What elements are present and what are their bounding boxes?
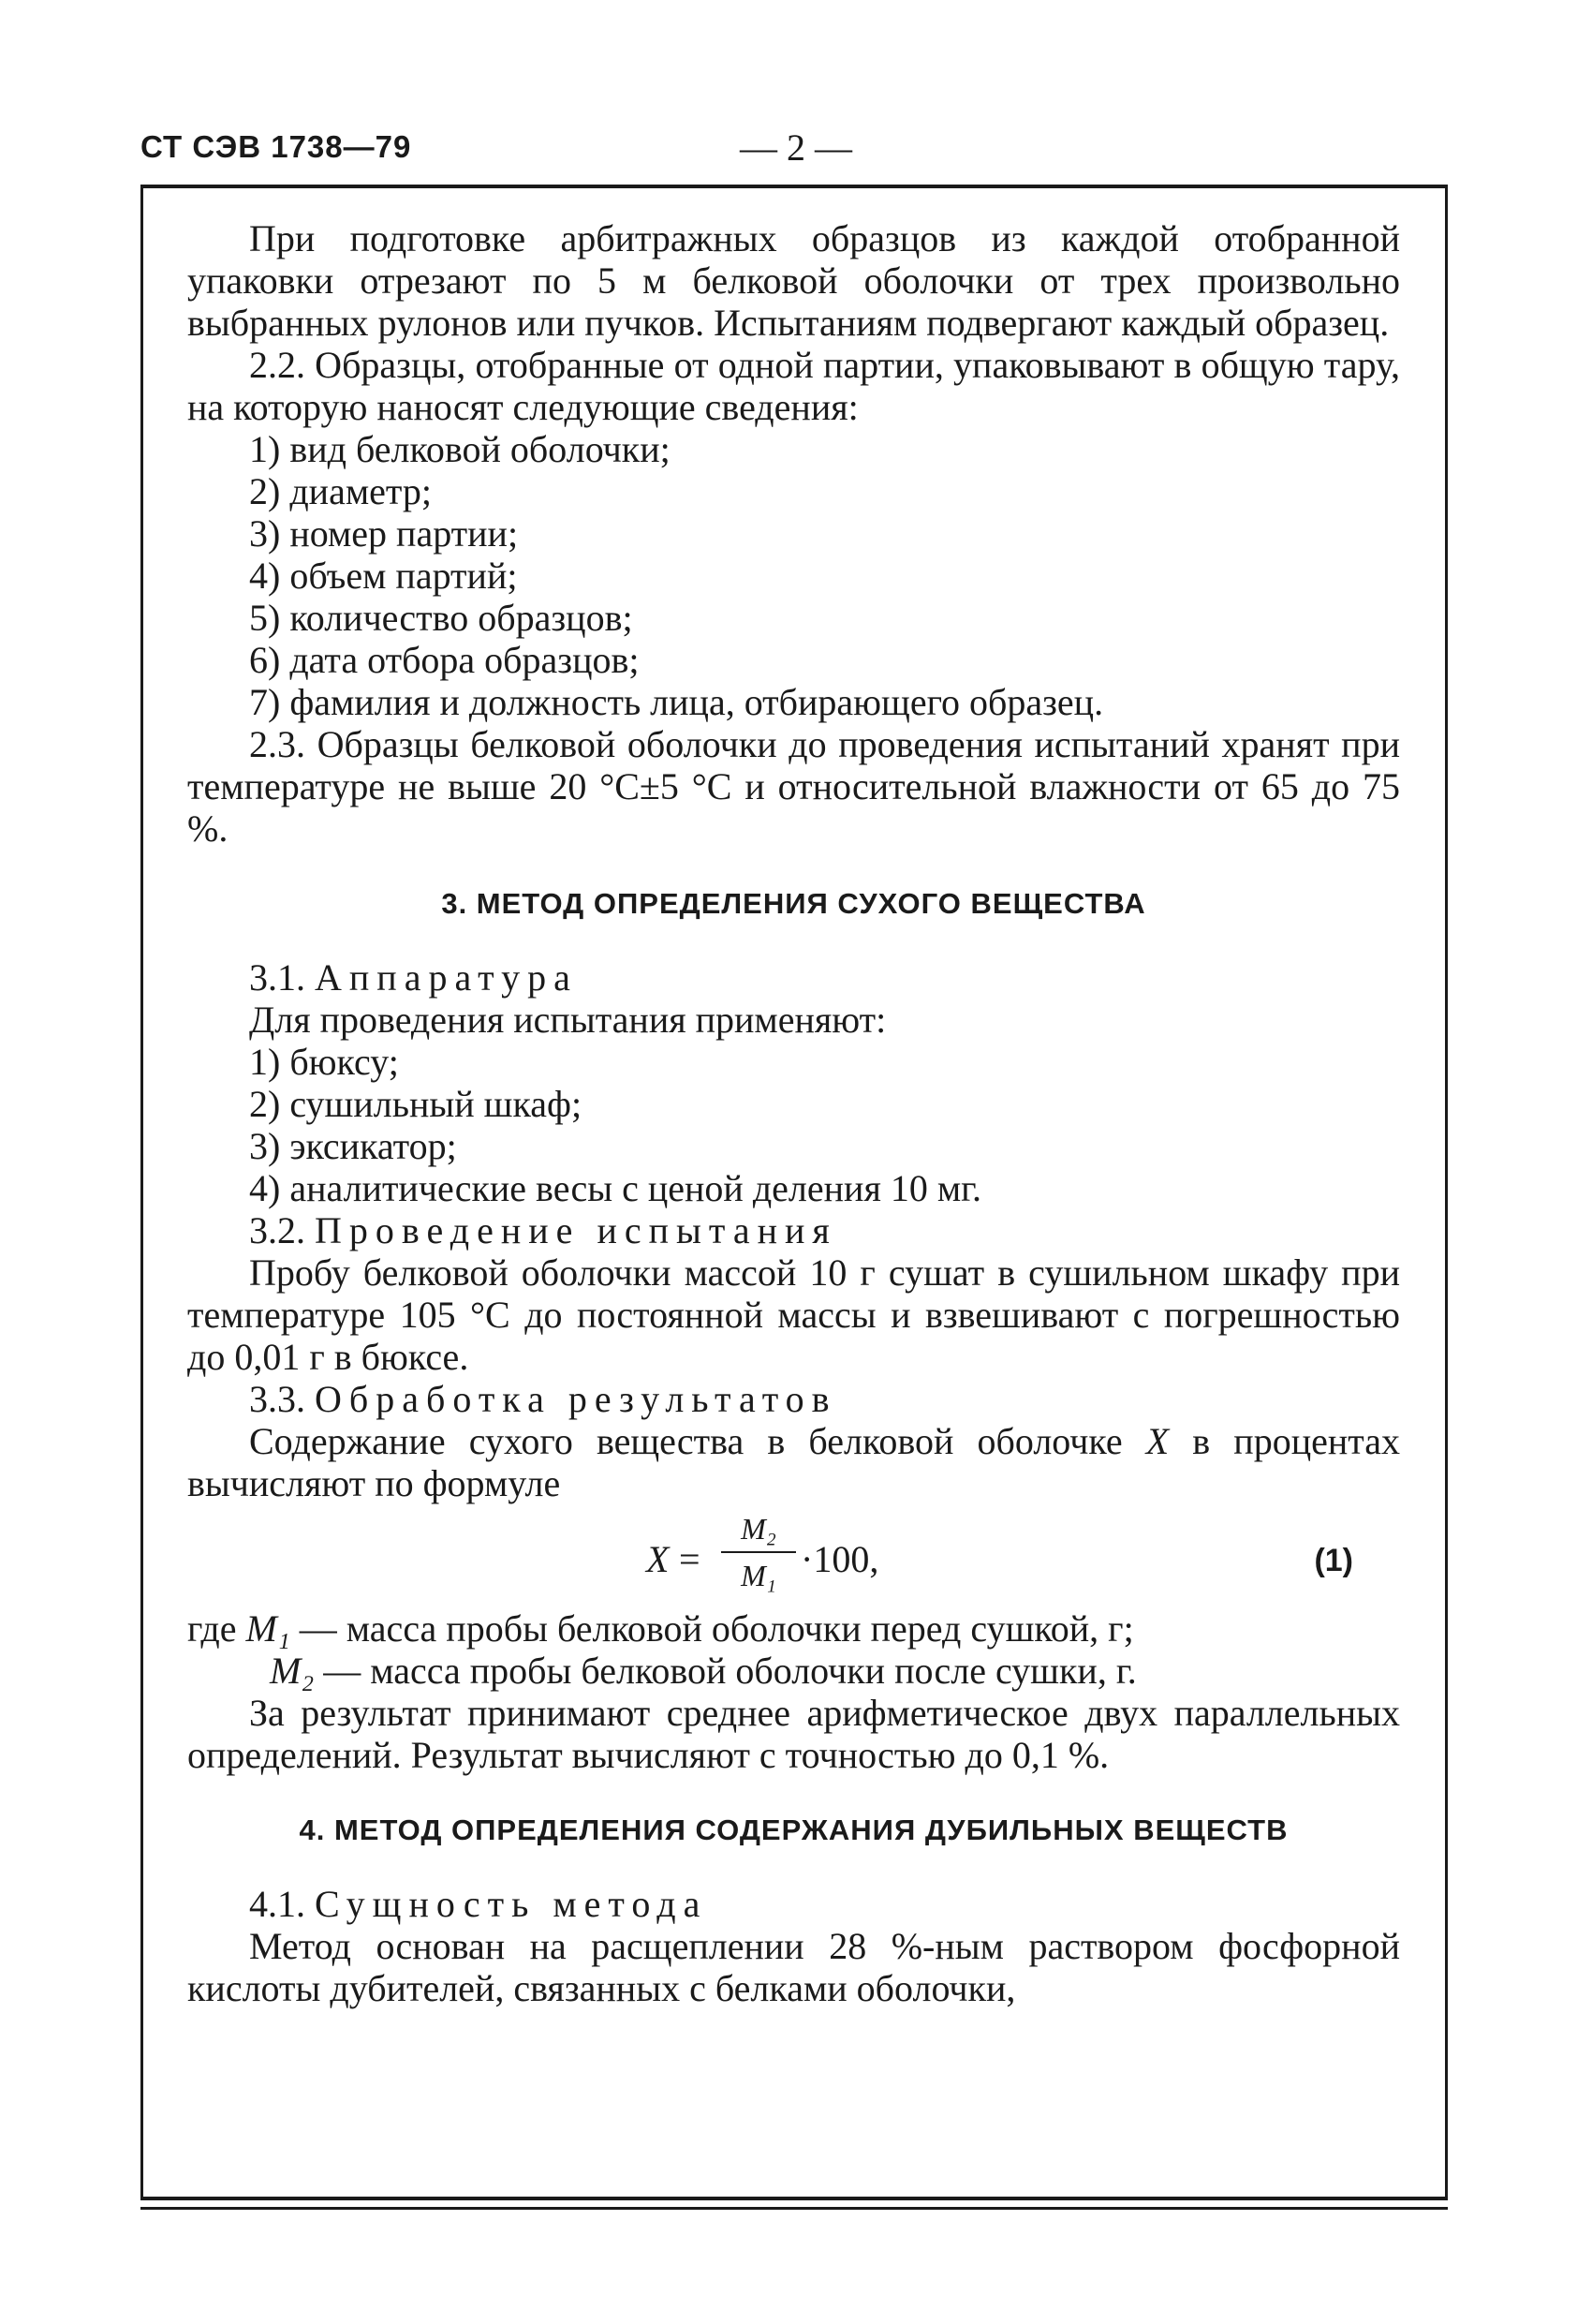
list-item: 6) дата отбора образцов; <box>249 639 640 681</box>
subheading-title: Обработка результатов <box>315 1378 837 1420</box>
formula-numerator: M₂ <box>741 1512 776 1546</box>
subheading-number: 3.2. <box>249 1209 305 1251</box>
fraction-bar <box>721 1551 796 1553</box>
page-header <box>140 126 1452 176</box>
list-item: 3) эксикатор; <box>249 1125 457 1167</box>
subheading-title: Сущность метода <box>315 1883 708 1925</box>
page-number: — 2 — <box>740 126 852 169</box>
page-body <box>187 217 1400 2009</box>
legend-prefix: где <box>187 1607 246 1650</box>
formula-denominator: M₁ <box>741 1559 776 1592</box>
right-border <box>1445 185 1448 2197</box>
subheading-4-1 <box>187 1883 1400 1925</box>
subheading-title: Проведение испытания <box>315 1209 837 1251</box>
section-3-title: 3. МЕТОД ОПРЕДЕЛЕНИЯ СУХОГО ВЕЩЕСТВА <box>441 887 1146 920</box>
paragraph-result: За результат принимают среднее арифметическое двух параллельных определений. Результат вычисляют с точностью до 0,1 %. <box>187 1692 1400 1776</box>
legend-text: — масса пробы белковой оболочки перед сушкой, г; <box>289 1607 1134 1650</box>
subheading-3-2 <box>187 1209 1400 1251</box>
standard-designation: СТ СЭВ 1738—79 <box>140 129 412 164</box>
subheading-number: 4.1. <box>249 1883 305 1925</box>
formula-number: (1) <box>1314 1543 1353 1578</box>
list-apparatus <box>187 1041 1400 1209</box>
paragraph-4-1: Метод основан на расщеплении 28 %-ным раствором фосфорной кислоты дубителей, связанных с белками оболочки, <box>187 1925 1400 2009</box>
list-sample-info <box>187 428 1400 723</box>
formula-lhs: X <box>646 1538 670 1580</box>
subheading-number: 3.3. <box>249 1378 305 1420</box>
paragraph-3-2: Пробу белковой оболочки массой 10 г сушат в сушильном шкафу при температуре 105 °C до постоянной массы и взвешивают с погрешностью до 0,01 г в бюксе. <box>187 1251 1400 1378</box>
formula-1 <box>187 1510 1400 1604</box>
formula-multiplier: ·100, <box>801 1538 879 1580</box>
paragraph-2-2: 2.2. Образцы, отобранные от одной партии, упаковывают в общую тару, на которую наносят следующие сведения: <box>187 344 1400 428</box>
paragraph-arbitration-samples: При подготовке арбитражных образцов из каждой отобранной упаковки отрезают по 5 м белковой оболочки от трех произвольно выбранных рулонов или пучков. Испытаниям подвергают каждый образец. <box>187 217 1400 344</box>
bottom-rule-second <box>140 2207 1448 2210</box>
paragraph-text: в процентах вычисляют по формуле <box>187 1420 1400 1504</box>
list-item: 4) объем партий; <box>249 555 518 597</box>
list-item: 1) вид белковой оболочки; <box>249 428 671 470</box>
subheading-3-3 <box>187 1378 1400 1420</box>
paragraph-text: Содержание сухого вещества в белковой оболочке <box>249 1420 1146 1462</box>
legend-m1 <box>187 1607 1400 1650</box>
variable-x: X <box>1145 1420 1170 1462</box>
paragraph-3-3 <box>187 1420 1400 1504</box>
paragraph-2-3: 2.3. Образцы белковой оболочки до проведения испытаний хранят при температуре не выше 20 °C±5 °C и относительной влажности от 65 до 75 %. <box>187 723 1400 850</box>
symbol-m1: M₁ <box>245 1607 290 1650</box>
subheading-3-1 <box>187 956 1400 999</box>
bottom-rule <box>140 2197 1448 2200</box>
list-item: 2) сушильный шкаф; <box>249 1083 582 1125</box>
symbol-m2: M₂ <box>270 1650 315 1692</box>
list-item: 7) фамилия и должность лица, отбирающего образец. <box>249 681 1104 723</box>
formula-fraction <box>721 1510 796 1594</box>
subheading-title: Аппаратура <box>315 956 578 999</box>
top-rule <box>140 185 1448 188</box>
subheading-number: 3.1. <box>249 956 305 999</box>
list-item: 4) аналитические весы с ценой деления 10 мг. <box>249 1167 982 1209</box>
list-item: 2) диаметр; <box>249 470 432 512</box>
list-item: 5) количество образцов; <box>249 597 633 639</box>
list-item: 3) номер партии; <box>249 512 519 555</box>
legend-m2 <box>187 1650 1400 1692</box>
paragraph-3-1: Для проведения испытания применяют: <box>249 999 887 1041</box>
formula-equals: = <box>679 1538 700 1580</box>
left-border <box>140 185 143 2197</box>
list-item: 1) бюксу; <box>249 1041 399 1083</box>
section-4-title: 4. МЕТОД ОПРЕДЕЛЕНИЯ СОДЕРЖАНИЯ ДУБИЛЬНЫХ ВЕЩЕСТВ <box>299 1813 1289 1846</box>
legend-text: — масса пробы белковой оболочки после сушки, г. <box>314 1650 1137 1692</box>
